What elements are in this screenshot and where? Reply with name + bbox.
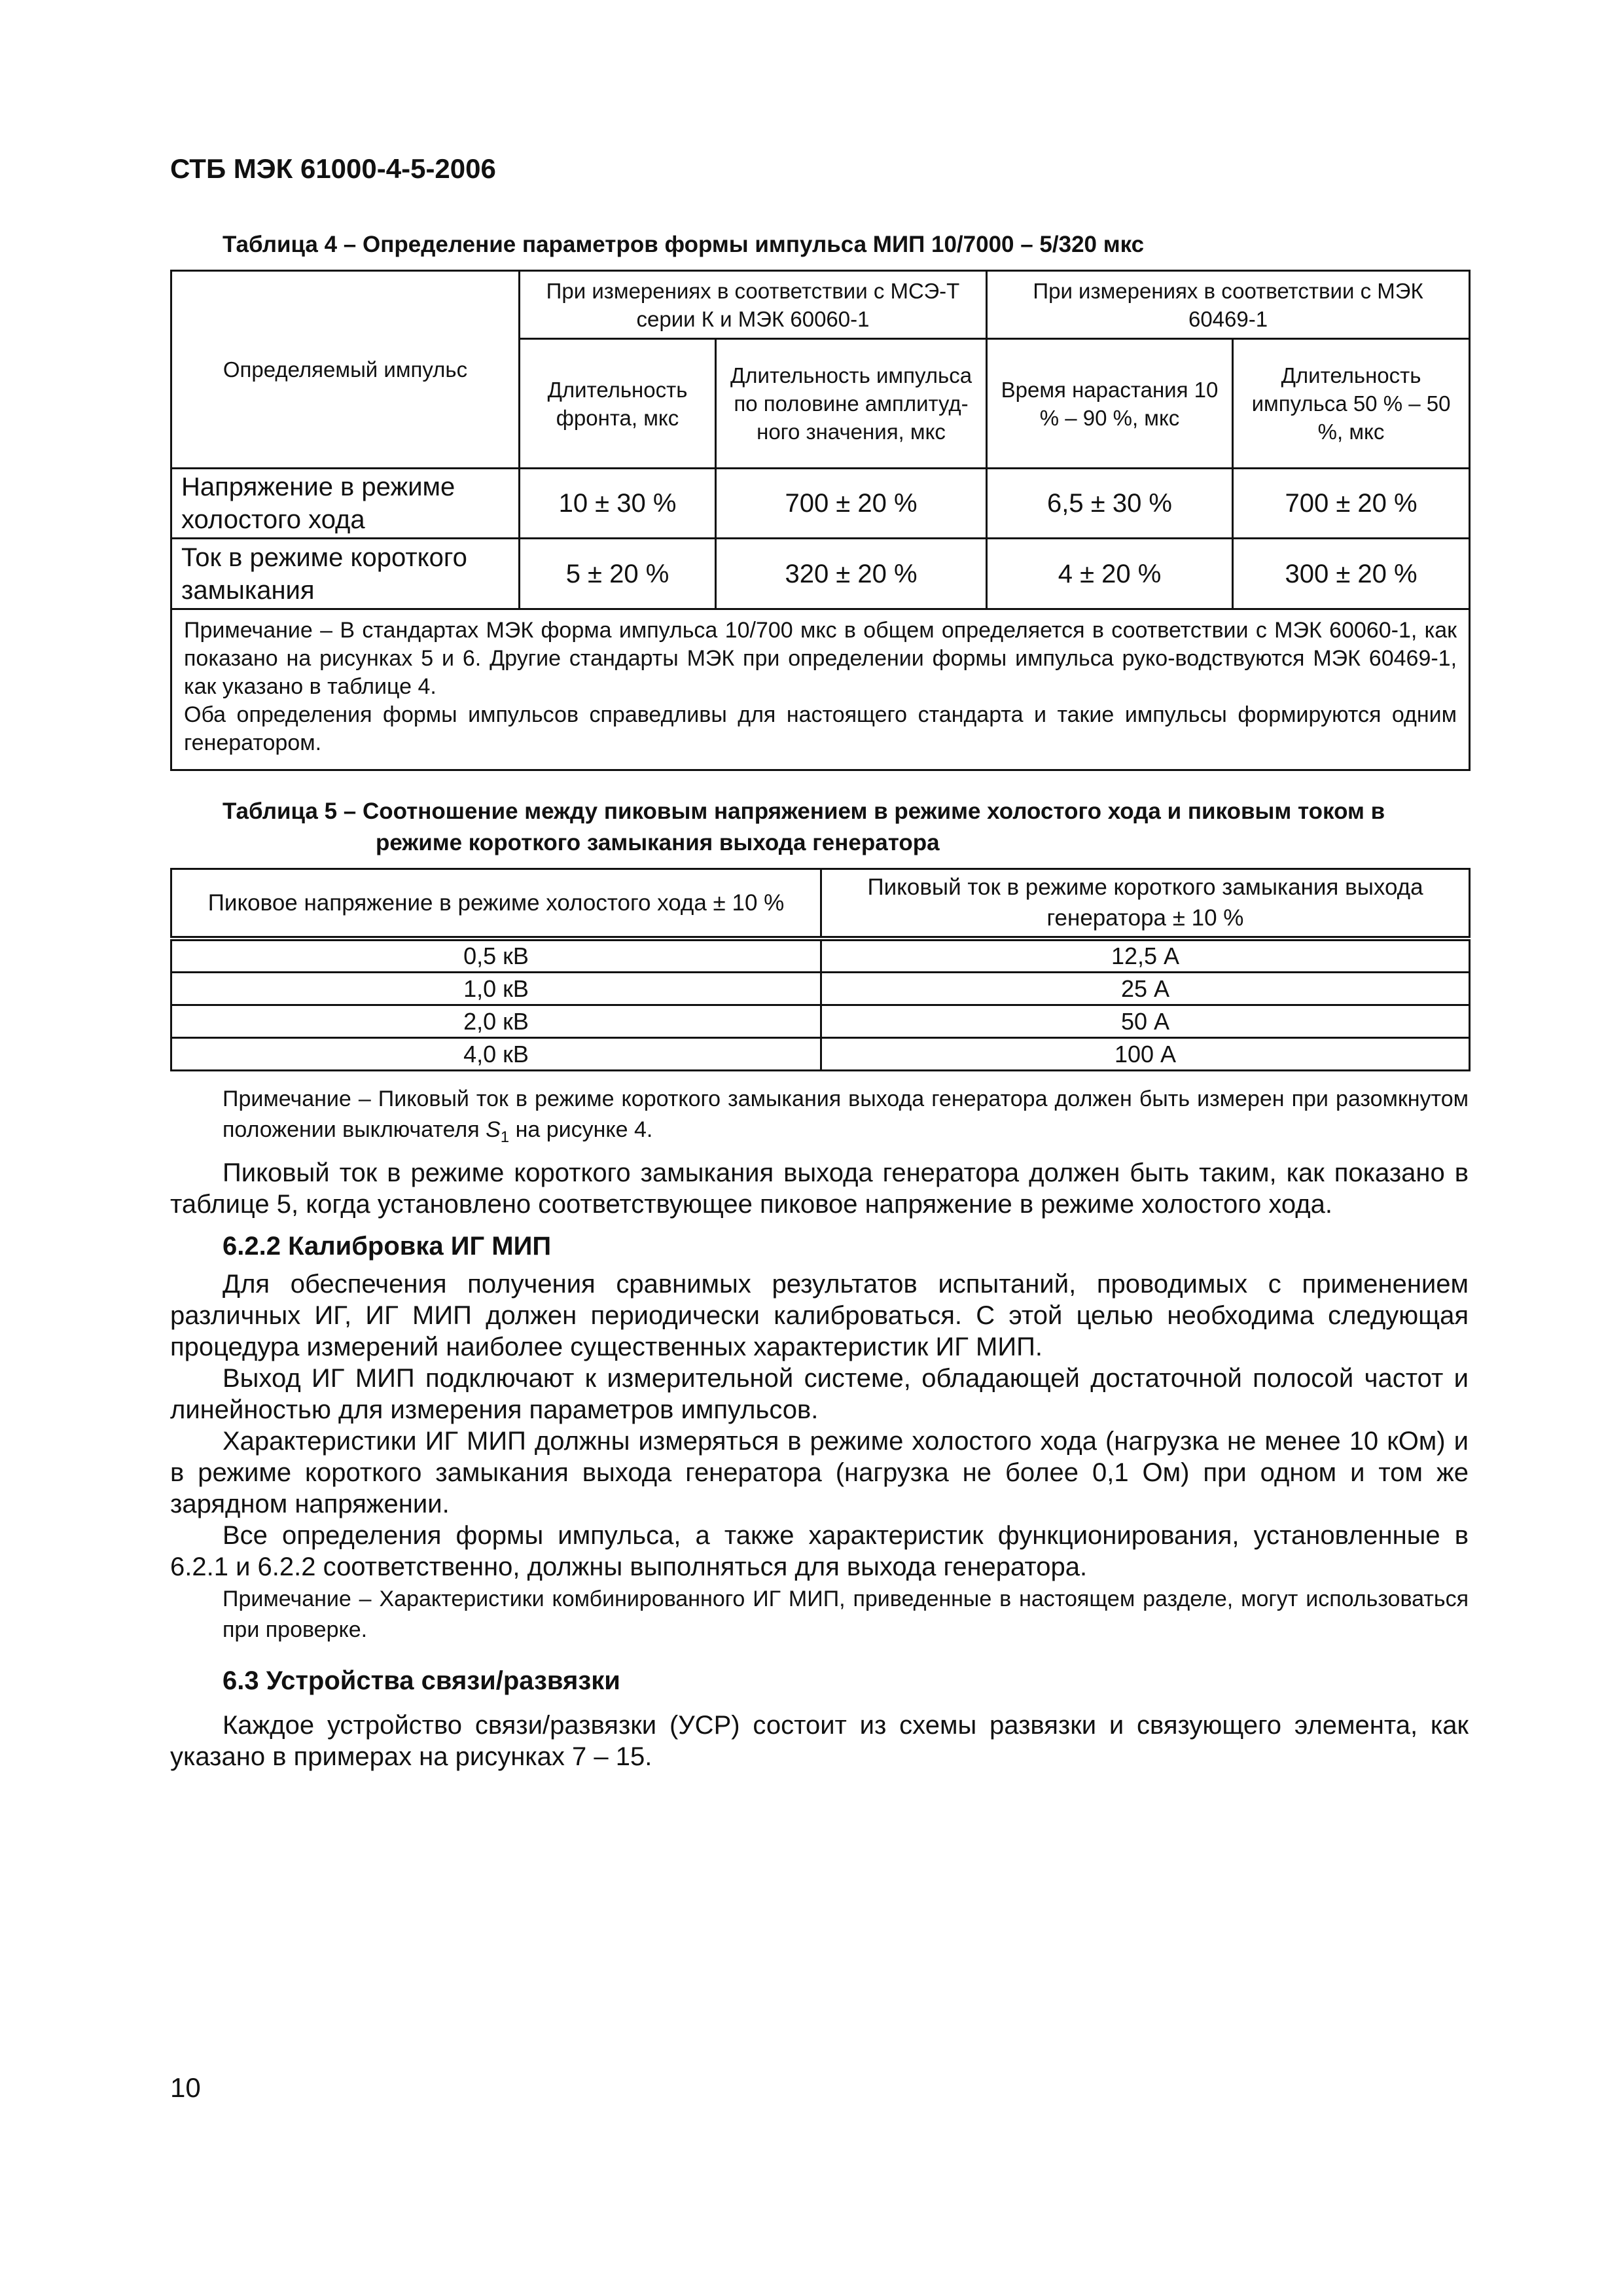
paragraph-output: Выход ИГ МИП подключают к измерительной системе, обладающей достаточной полосой частот и линейностью для измерения параметров импульсов.	[170, 1364, 1469, 1424]
col-group-itu: При измерениях в соответствии с МСЭ-Т серии К и МЭК 60060-1	[520, 271, 987, 339]
table-row	[171, 1005, 1470, 1038]
table5-note-tail: на рисунке 4.	[509, 1117, 653, 1142]
table5	[170, 868, 1471, 1071]
table4-note-2: Оба определения формы импульсов справедливы для настоящего стандарта и такие импульсы формируются одним генератором.	[184, 702, 1457, 755]
switch-subscript: 1	[500, 1128, 510, 1146]
table4	[170, 270, 1471, 771]
page-number: 10	[170, 2072, 201, 2103]
table-row	[171, 539, 1470, 609]
paragraph-characteristics: Характеристики ИГ МИП должны измеряться в режиме холостого хода (нагрузка не менее 10 кОм) и в режиме короткого замыкания выхода генератора (нагрузка не более 0,1 Ом) при одном и том же зарядном напряжении.	[170, 1427, 1469, 1518]
cell-current: 25 А	[821, 973, 1470, 1005]
paragraph-cdn: Каждое устройство связи/развязки (УСР) состоит из схемы развязки и связующего элемента, как указано в примерах на рисунках 7 – 15.	[170, 1711, 1469, 1771]
cell-value: 700 ± 20 %	[1233, 469, 1470, 539]
col-header-voltage: Пиковое напряжение в режиме холостого хода ± 10 %	[171, 869, 821, 939]
col-header-impulse: Определяемый импульс	[171, 271, 520, 469]
table5-note	[223, 1084, 1469, 1153]
cell-voltage: 0,5 кВ	[171, 939, 821, 973]
table5-caption-line1: Таблица 5 – Соотношение между пиковым напряжением в режиме холостого хода и пиковым током в	[223, 798, 1385, 824]
calibration-note: Примечание – Характеристики комбинированного ИГ МИП, приведенные в настоящем разделе, могут использоваться при проверке.	[223, 1587, 1469, 1642]
col-header-current: Пиковый ток в режиме короткого замыкания выхода генератора ± 10 %	[821, 869, 1470, 939]
col-impulse-duration: Длительность импульса 50 % – 50 %, мкс	[1233, 339, 1470, 469]
cell-current: 50 А	[821, 1005, 1470, 1038]
paragraph-definitions: Все определения формы импульса, а также характеристик функционирования, установленные в 6.2.1 и 6.2.2 соответственно, должны выполняться для выхода генератора.	[170, 1521, 1469, 1581]
table5-caption-line2: режиме короткого замыкания выхода генератора	[376, 830, 940, 855]
paragraph-calibration: Для обеспечения получения сравнимых результатов испытаний, проводимых с применением различных ИГ, ИГ МИП должен периодически калиброваться. С этой целью необходима следующая процедура измерений наиболее существенных характеристик ИГ МИП.	[170, 1270, 1469, 1361]
col-front-duration: Длительность фронта, мкс	[520, 339, 716, 469]
cell-value: 700 ± 20 %	[716, 469, 987, 539]
cell-voltage: 4,0 кВ	[171, 1038, 821, 1071]
cell-current: 12,5 А	[821, 939, 1470, 973]
table-row	[171, 1038, 1470, 1071]
document-header: СТБ МЭК 61000-4-5-2006	[170, 153, 496, 184]
table-row	[171, 469, 1470, 539]
switch-symbol: S	[486, 1117, 501, 1142]
table-row	[171, 973, 1470, 1005]
cell-value: 300 ± 20 %	[1233, 539, 1470, 609]
cell-current: 100 А	[821, 1038, 1470, 1071]
table4-note	[171, 609, 1470, 770]
row-label: Напряжение в режиме холостого хода	[171, 469, 520, 539]
col-rise-time: Время нарастания 10 % – 90 %, мкс	[987, 339, 1233, 469]
table5-note-text: Примечание – Пиковый ток в режиме короткого замыкания выхода генератора должен быть измерен при разомкнутом положении выключателя	[223, 1086, 1469, 1142]
row-label: Ток в режиме короткого замыкания	[171, 539, 520, 609]
cell-value: 4 ± 20 %	[987, 539, 1233, 609]
section-heading-6-2-2: 6.2.2 Калибровка ИГ МИП	[223, 1232, 552, 1261]
cell-value: 320 ± 20 %	[716, 539, 987, 609]
cell-value: 6,5 ± 30 %	[987, 469, 1233, 539]
paragraph-peak-current: Пиковый ток в режиме короткого замыкания выхода генератора должен быть таким, как показано в таблице 5, когда установлено соответствующее пиковое напряжение в режиме холостого хода.	[170, 1158, 1469, 1219]
cell-value: 5 ± 20 %	[520, 539, 716, 609]
cell-voltage: 2,0 кВ	[171, 1005, 821, 1038]
table4-note-1: Примечание – В стандартах МЭК форма импульса 10/700 мкс в общем определяется в соответствии с МЭК 60060-1, как показано на рисунках 5 и 6. Другие стандарты МЭК при определении формы импульса руко-водствуются МЭК 60469-1, как указано в таблице 4.	[184, 618, 1457, 699]
cell-value: 10 ± 30 %	[520, 469, 716, 539]
table-row	[171, 939, 1470, 973]
col-group-iec: При измерениях в соответствии с МЭК 60469-1	[987, 271, 1470, 339]
section-heading-6-3: 6.3 Устройства связи/развязки	[223, 1666, 620, 1695]
col-half-amplitude-duration: Длительность импульса по половине амплитуд-ного значения, мкс	[716, 339, 987, 469]
table4-caption: Таблица 4 – Определение параметров формы импульса МИП 10/7000 – 5/320 мкс	[223, 232, 1145, 257]
cell-voltage: 1,0 кВ	[171, 973, 821, 1005]
